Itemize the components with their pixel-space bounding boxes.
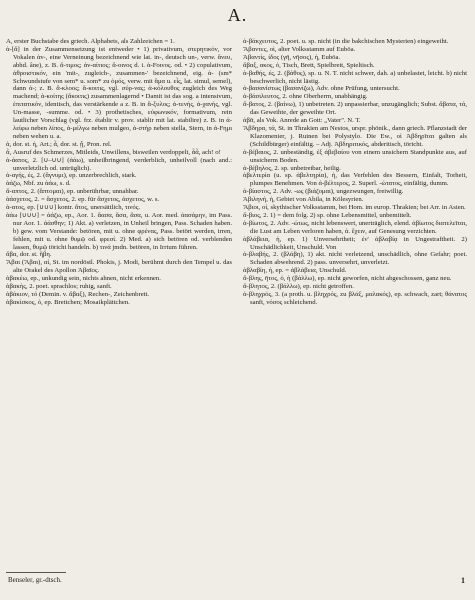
dictionary-entry: ἀ-βλαβής, 2. (βλάβη), 1) akt. nicht verletzend, unschädlich, ohne Gefahr; poet. Schaden abwehrend. 2) pass. unversehrt, unverletzt. xyxy=(243,251,469,267)
dictionary-entry: ἄ-απτος, 2. (ἅπτομαι), ep. unberührbar, unnahbar. xyxy=(6,188,139,196)
page-number: 1 xyxy=(461,576,465,585)
dictionary-entry: ἀβακέω, ep., unkundig sein, nichts ahnen, nicht erkennen. xyxy=(6,275,161,283)
dictionary-entry: Ἀβιληνή, ἡ, Gebiet von Abila, in Kölesyrien. xyxy=(243,196,364,204)
page-header-letter: A. xyxy=(227,5,248,25)
left-column xyxy=(6,38,232,307)
dictionary-entry: ἀβακής, 2. poet. sprachlos; ruhig, sanft. xyxy=(6,283,112,291)
dictionary-entry: Ἀβαντίς, ίδος (γῆ, νῆσος), ἡ, Euböa. xyxy=(243,53,341,61)
dictionary-entry: ἀβλαβίη, ἡ, ep. = ἀβλάβεια, Unschuld. xyxy=(243,267,347,275)
dictionary-entry: Ἄβιοι, οἱ, skythischer Volksstamm, bei Hom. im europ. Thrakien; bei Arr. in Asien. xyxy=(243,204,466,212)
dictionary-entry: ἄ-βιος, 2. 1) = dem folg. 2) sp. ohne Lebensmittel, unbemittelt. xyxy=(243,211,412,219)
dictionary-entry: ἀάζω, Nbf. zu ἀάω, s. d. xyxy=(6,180,71,188)
dictionary-entry: ἀάσχετος, 2. = ἄσχετος, 2. ep. für ἄσχετος, ἀσχετος, w. s. xyxy=(6,196,160,204)
dictionary-entry: ἀ-βάσιλευτος, 2. ohne Oberherrn, unabhängig. xyxy=(243,93,368,101)
dictionary-entry: ἀ-βίωτος, 2. Adv. -ώτως, nicht lebenswert, unerträglich, elend. ἀβίωτος διατελεῖται, die Lust am Leben verloren haben, ἀ. ἔχειν, auf Genesung verzichten. xyxy=(243,219,469,235)
dictionary-entry: ἁ, dor. st. ἡ, Art.; ἇ, dor. st. ᾗ, Pron. rel. xyxy=(6,140,112,148)
dictionary-entry: ἀβᾶ, als Vok. Anrede an Gott: „Vater". N. T. xyxy=(243,117,361,125)
dictionary-entry: ἀάω [∪∪∪] = ἀάζω, ep., Aor. 1. ἄασα, ἄσα, ἄσα, u. Aor. med. ἀασάμην, im Pass. nur Aor. 1. ἀάσθην; 1) Akt. a) verletzen, in Unheil bringen, Pass. Schaden haben. b) gew. vom Verstande: betören, mit u. ohne φρένας, Pass. betört werden, irren, fehlen, mit u. ohne θυμῷ od. φρεσί. 2) Med. a) sich betören od. verblenden lassen, θυμῷ töricht handeln. b) τινά jmdn. betören, in Irrtum führen. xyxy=(6,211,234,251)
dictionary-entry: ἀ-βίαστος, 2. Adv. -ως (βιάζομαι), ungezwungen, freiwillig. xyxy=(243,188,404,196)
dictionary-entry: ἀ-βληχρός, 3. (a proth. u. βληχρός, zu βλάξ, μαλακός), ep. schwach, zart; θάνατος sanft, νόσος schleichend. xyxy=(243,291,469,306)
dictionary-entry: ἀ-βασανίστως (βασανίζω), Adv. ohne Prüfung, untersucht. xyxy=(243,85,400,93)
dictionary-entry: ἆ, Ausruf des Schmerzes, Mitleids, Unwillens, bisweilen verdoppelt, ἆἆ, ach! o! xyxy=(6,148,221,156)
dictionary-entry: Ἄβαι (Ἄβαι), αἱ, St. im nordöstl. Phokis, j. Modi, berühmt durch den Tempel u. das alte Orakel des Apollon Ἀβαῖος. xyxy=(6,259,234,275)
dictionary-entry: Ἄβαντες, οἱ, alter Volksstamm auf Euböa. xyxy=(243,45,356,53)
footer-publisher: Benseler, gr.-dtsch. xyxy=(8,576,62,584)
right-column xyxy=(243,38,467,307)
dictionary-entry: ἄβα, dor. st. ἥβη. xyxy=(6,251,52,259)
dictionary-entry: ἀ-[ἄ] in der Zusammensetzung ist entweder • 1) privativum, στερητικόν, vor Vokalen ἀν-, eine Verneinung bezeichnend wie lat. in-, deutsch un-, verw. ἄνευ, abhd. âne), z. B. ἄ-τιμος; ἀν-αίτιος; ἄ-οινος d. i. ἀ-Fοινος. od. • 2) copulativum, ἀθροιστικόν, ein 'mit-, zugleich-, zusammen-' bezeichnend, eig. ἀ- (sm* Schwundstufe von sem* u. som* zu ὁμός, verw. mit ἅμα u. εἷς, lat. simul, semel), dann ἀ-; z. B. ἄ-κλοος; ἄ-κοιτις, vgl. σύρ-νας; ἀ-κόλουθος zugleich des Weg machend; ἀ-κοίτης (ἄκοιτις) zusammenlagernd • Damit ist das sog. a intensivum, ἐπιτατικόν, identisch, das verstärkende a z. B. in ἄ-ξυλος; ἀ-τενής, ἀ-χανής, vgl. Un-masse, -summe. od. • 3) prothetisches, εὐφωνικόν, formativum, rein lautlicher Vorschlag (vgl. frz. établir v. prov. stablir mit lat. stabilire) z. B. in ἀ-λείφω neben λίπος, ἀ-μέλγω neben mulgeo, ἀ-στήρ neben stella, Stern, in ἀ-Fημι neben wehen u. a. xyxy=(6,45,234,140)
dictionary-entry: ἀ-βέβηλος, 2. sp. unbetretbar, heilig. xyxy=(243,164,341,172)
dictionary-entry: ἀβακίσκος, ὁ, ep. Brettchen; Mosaikplättchen. xyxy=(6,298,130,306)
dictionary-entry: ἀ-αγής, ές, 2. (ἄγνυμι), ep. unzerbrechlich, stark. xyxy=(6,172,137,180)
dictionary-entry: ἀ-ατος, ep. [∪∪∪] kontr. ἄτος, unersättlich, τινός. xyxy=(6,204,141,212)
dictionary-entry: A, erster Buchstabe des griech. Alphabets, als Zahlzeichen = 1. xyxy=(6,38,175,45)
footer-rule xyxy=(6,572,66,573)
dictionary-entry: ἀ-βαθής, ές, 2. (βάθος), sp. u. N. T. nicht schwer, dah. a) unbelastet, leicht. b) nicht beschwerlich, nicht lästig. xyxy=(243,69,469,85)
dictionary-entry: ἀβελτερία (u. sp. ἀβελτηρία), ἡ, das Verfehlen des Bessern, Einfalt, Torheit, plumpes Benehmen. Von ἀ-βέλτερος, 2. Superl. -ώτατος, einfältig, dumm. xyxy=(243,172,469,188)
dictionary-entry: ἄβαξ, ακος, ὁ, Tisch, Brett, Spielbrett, Spieltisch. xyxy=(243,61,375,69)
dictionary-entry: ἀ-βέβαιος, 2. unbeständig, ἐξ ἀβεβαίου von einem unsichern Standpunkte aus, auf unsicherm Boden. xyxy=(243,148,469,164)
dictionary-entry: ἄ-βατος, 2. (βαίνω), 1) unbetreten. 2) unpassierbar, unzugänglich; Subst. ἄβατα, τά, das Geweihte, der geweihte Ort. xyxy=(243,101,469,117)
dictionary-entry: ἀ-άατος, 2. [∪–∪∪] (ἀάω), unheilbringend, verderblich, unheilvoll (nach and.: unverletzlich od. untrüglich). xyxy=(6,156,234,172)
dictionary-entry: ἀ-βάκχευτος, 2. poet. u. sp. nicht (in die bakchischen Mysterien) eingeweiht. xyxy=(243,38,449,45)
dictionary-entry: ἀβάκιον, τό (Demin. v. ἄβαξ), Rechen-, Zeichenbrett. xyxy=(6,291,150,298)
dictionary-entry: ἄ-βλης, ῆτος, ὁ, ἡ (βάλλω), ep. nicht geworfen, nicht abgeschossen, ganz neu. xyxy=(243,275,452,283)
dictionary-entry: ἄ-βλητος, 2. (βάλλω), ep. nicht getroffen. xyxy=(243,283,354,291)
dictionary-entry: Ἄβδηρα, τά, St. in Thrakien am Nestos, urspr. phönik., dann griech. Pflanzstadt der Klazomenier, j. Ruinen bei Polystylo. Die Ew., οἱ Ἀβδηρῖται galten als (Schildbürger) einfältig. – Adj. Ἀβδηριτικός, abderitisch, töricht. xyxy=(243,124,469,148)
dictionary-entry: ἀβλάβεια, ἡ, ep. 1) Unversehrtheit; ἐν' ἀβλαβίᾳ in Ungestraftheit. 2) Unschädlichkeit, Unschuld. Von xyxy=(243,235,469,251)
